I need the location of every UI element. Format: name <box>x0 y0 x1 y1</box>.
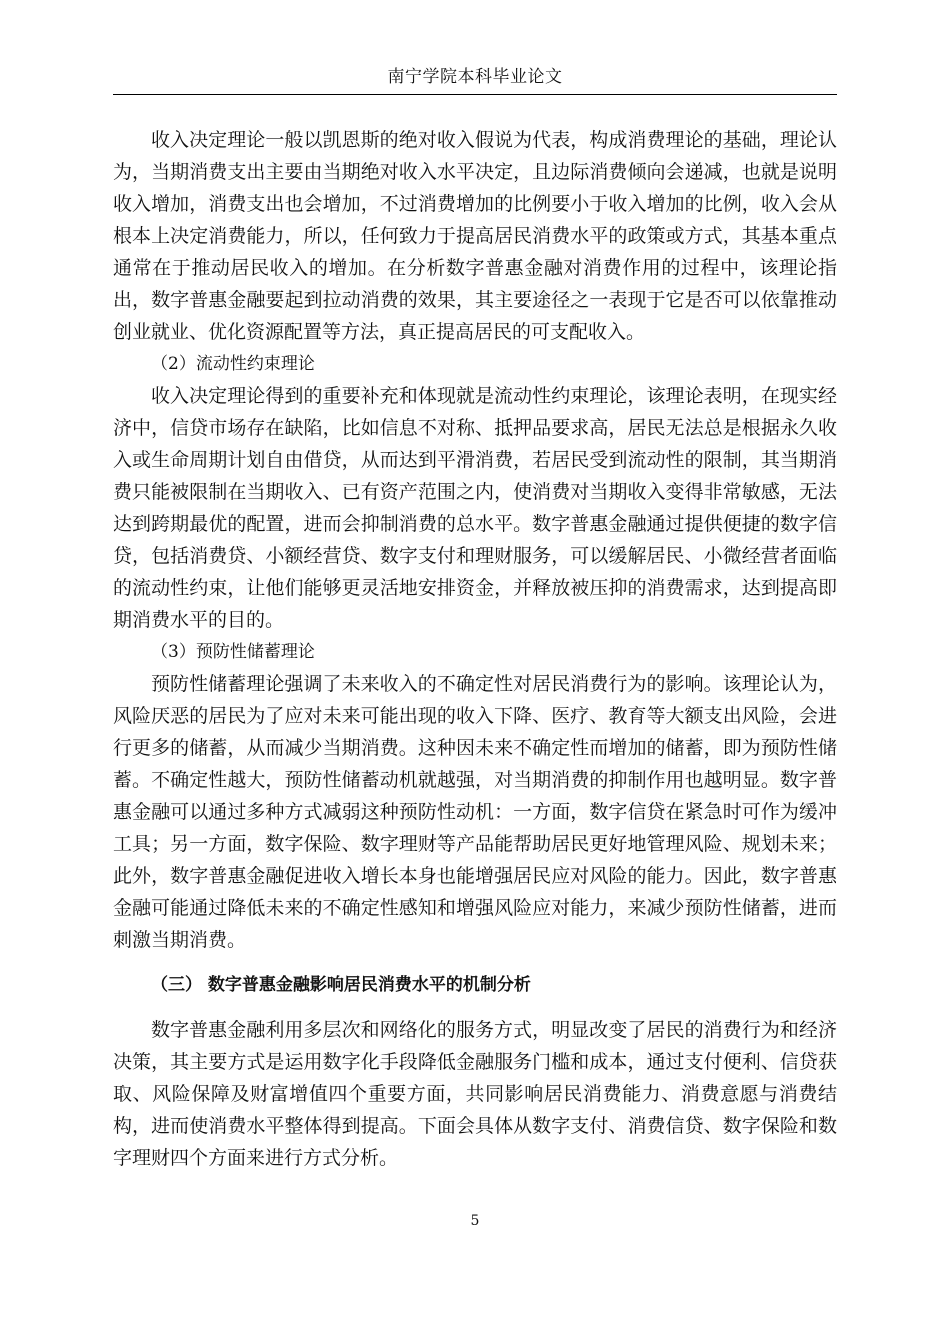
running-header: 南宁学院本科毕业论文 <box>387 67 563 87</box>
paragraph-mechanism: 数字普惠金融利用多层次和网络化的服务方式，明显改变了居民的消费行为和经济决策，其主要方式是运用数字化手段降低金融服务门槛和成本，通过支付便利、信贷获取、风险保障及财富增值四个重要方面，共同影响居民消费能力、消费意愿与消费结构，进而使消费水平整体得到提高。下面会具体从数字支付、消费信贷、数字保险和数字理财四个方面来进行方式分析。 <box>113 1019 837 1169</box>
header-rule <box>113 94 837 95</box>
page-number: 5 <box>470 1213 480 1229</box>
paragraph-income-theory: 收入决定理论一般以凯恩斯的绝对收入假说为代表，构成消费理论的基础，理论认为，当期消费支出主要由当期绝对收入水平决定，且边际消费倾向会递减，也就是说明收入增加，消费支出也会增加，不过消费增加的比例要小于收入增加的比例，收入会从根本上决定消费能力，所以，任何致力于提高居民消费水平的政策或方式，其基本重点通常在于推动居民收入的增加。在分析数字普惠金融对消费作用的过程中，该理论指出，数字普惠金融要起到拉动消费的效果，其主要途径之一表现于它是否可以依靠推动创业就业、优化资源配置等方法，真正提高居民的可支配收入。 <box>113 129 837 343</box>
subheading-liquidity-constraint: （2）流动性约束理论 <box>151 354 315 374</box>
paragraph-precautionary-saving: 预防性储蓄理论强调了未来收入的不确定性对居民消费行为的影响。该理论认为，风险厌恶的居民为了应对未来可能出现的收入下降、医疗、教育等大额支出风险，会进行更多的储蓄，从而减少当期消费。这种因未来不确定性而增加的储蓄，即为预防性储蓄。不确定性越大，预防性储蓄动机就越强，对当期消费的抑制作用也越明显。数字普惠金融可以通过多种方式减弱这种预防性动机：一方面，数字信贷在紧急时可作为缓冲工具；另一方面，数字保险、数字理财等产品能帮助居民更好地管理风险、规划未来；此外，数字普惠金融促进收入增长本身也能增强居民应对风险的能力。因此，数字普惠金融可能通过降低未来的不确定性感知和增强风险应对能力，来减少预防性储蓄，进而刺激当期消费。 <box>113 673 837 951</box>
subheading-precautionary-saving: （3）预防性储蓄理论 <box>151 642 315 662</box>
body-text <box>113 124 837 1174</box>
section-heading-mechanism: （三） 数字普惠金融影响居民消费水平的机制分析 <box>151 975 531 995</box>
paragraph-liquidity-constraint: 收入决定理论得到的重要补充和体现就是流动性约束理论，该理论表明，在现实经济中，信贷市场存在缺陷，比如信息不对称、抵押品要求高，居民无法总是根据永久收入或生命周期计划自由借贷，从而达到平滑消费，若居民受到流动性的限制，其当期消费只能被限制在当期收入、已有资产范围之内，使消费对当期收入变得非常敏感，无法达到跨期最优的配置，进而会抑制消费的总水平。数字普惠金融通过提供便捷的数字信贷，包括消费贷、小额经营贷、数字支付和理财服务，可以缓解居民、小微经营者面临的流动性约束，让他们能够更灵活地安排资金，并释放被压抑的消费需求，达到提高即期消费水平的目的。 <box>113 385 837 631</box>
